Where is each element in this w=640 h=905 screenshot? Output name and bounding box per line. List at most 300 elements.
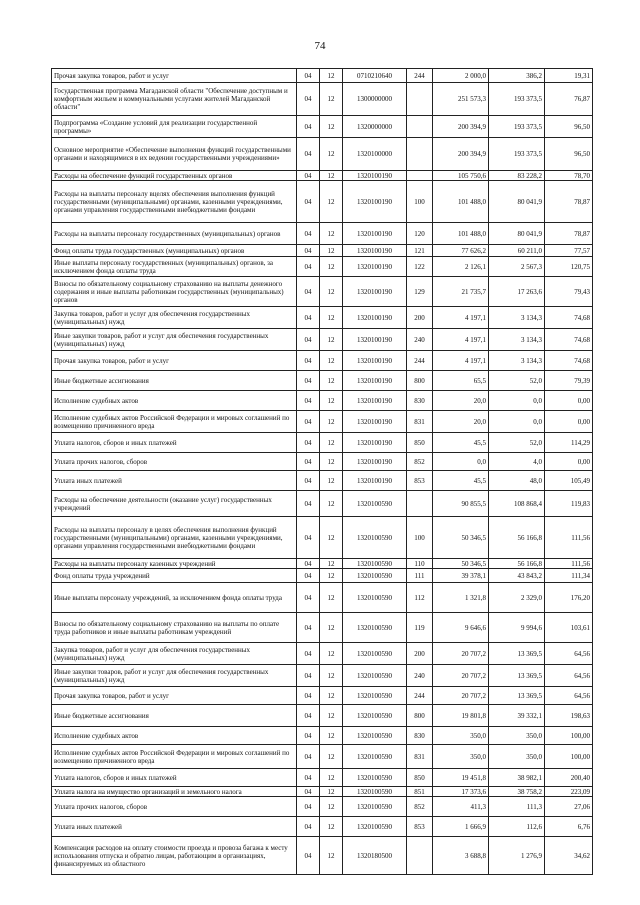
cell-executed: 4,0 — [489, 453, 545, 471]
cell-planned: 20 707,2 — [433, 665, 489, 687]
cell-percent: 119,83 — [545, 491, 593, 517]
cell-name: Уплата налогов, сборов и иных платежей — [52, 433, 297, 453]
cell-percent: 34,62 — [545, 837, 593, 875]
cell-planned: 20 707,2 — [433, 687, 489, 705]
cell-section: 04 — [297, 687, 320, 705]
table-row — [52, 257, 593, 277]
cell-target-code: 1320100590 — [343, 687, 407, 705]
cell-planned: 101 488,0 — [433, 181, 489, 223]
cell-percent: 111,34 — [545, 569, 593, 583]
cell-target-code: 1320100590 — [343, 517, 407, 559]
cell-expense-type: 800 — [407, 371, 433, 391]
cell-planned: 1 666,9 — [433, 817, 489, 837]
cell-subsection: 12 — [320, 307, 343, 329]
cell-name: Взносы по обязательному социальному страхованию на выплаты денежного содержания и иные выплаты работникам государственных (муниципальных) органов — [52, 277, 297, 307]
cell-target-code: 1320100590 — [343, 705, 407, 727]
table-row — [52, 453, 593, 471]
cell-name: Исполнение судебных актов — [52, 727, 297, 745]
cell-planned: 20,0 — [433, 411, 489, 433]
cell-section: 04 — [297, 69, 320, 83]
cell-subsection: 12 — [320, 257, 343, 277]
cell-section: 04 — [297, 787, 320, 797]
cell-target-code: 1320100190 — [343, 307, 407, 329]
cell-subsection: 12 — [320, 223, 343, 245]
cell-target-code: 1320100590 — [343, 583, 407, 613]
cell-percent: 74,68 — [545, 351, 593, 371]
cell-executed: 52,0 — [489, 371, 545, 391]
cell-subsection: 12 — [320, 171, 343, 181]
cell-expense-type: 110 — [407, 559, 433, 569]
cell-percent: 79,39 — [545, 371, 593, 391]
cell-percent: 74,68 — [545, 329, 593, 351]
cell-section: 04 — [297, 453, 320, 471]
table-row — [52, 687, 593, 705]
cell-planned: 39 378,1 — [433, 569, 489, 583]
table-row — [52, 433, 593, 453]
table-row — [52, 351, 593, 371]
table-row — [52, 411, 593, 433]
cell-section: 04 — [297, 371, 320, 391]
cell-executed: 1 276,9 — [489, 837, 545, 875]
cell-expense-type: 111 — [407, 569, 433, 583]
cell-planned: 77 626,2 — [433, 245, 489, 257]
cell-section: 04 — [297, 569, 320, 583]
cell-executed: 9 994,6 — [489, 613, 545, 643]
cell-name: Государственная программа Магаданской области "Обеспечение доступным и комфортным жильем и коммунальными услугами жителей Магаданской области" — [52, 83, 297, 116]
cell-expense-type: 831 — [407, 411, 433, 433]
cell-section: 04 — [297, 83, 320, 116]
cell-name: Иные бюджетные ассигнования — [52, 371, 297, 391]
cell-target-code: 1320100190 — [343, 171, 407, 181]
cell-section: 04 — [297, 665, 320, 687]
cell-expense-type: 129 — [407, 277, 433, 307]
cell-target-code: 1320100190 — [343, 453, 407, 471]
cell-expense-type: 244 — [407, 351, 433, 371]
cell-planned: 0,0 — [433, 453, 489, 471]
cell-executed: 13 369,5 — [489, 643, 545, 665]
cell-subsection: 12 — [320, 433, 343, 453]
cell-subsection: 12 — [320, 745, 343, 769]
cell-planned: 4 197,1 — [433, 307, 489, 329]
cell-expense-type — [407, 116, 433, 138]
cell-executed: 52,0 — [489, 433, 545, 453]
cell-expense-type — [407, 171, 433, 181]
cell-executed: 112,6 — [489, 817, 545, 837]
cell-expense-type: 122 — [407, 257, 433, 277]
cell-subsection: 12 — [320, 837, 343, 875]
cell-section: 04 — [297, 329, 320, 351]
cell-subsection: 12 — [320, 643, 343, 665]
cell-name: Фонд оплаты труда учреждений — [52, 569, 297, 583]
table-row — [52, 613, 593, 643]
cell-executed: 350,0 — [489, 727, 545, 745]
cell-section: 04 — [297, 171, 320, 181]
cell-executed: 108 868,4 — [489, 491, 545, 517]
cell-planned: 50 346,5 — [433, 517, 489, 559]
cell-planned: 9 646,6 — [433, 613, 489, 643]
table-row — [52, 745, 593, 769]
cell-percent: 78,87 — [545, 181, 593, 223]
cell-subsection: 12 — [320, 351, 343, 371]
cell-executed: 38 758,2 — [489, 787, 545, 797]
cell-target-code: 1320100190 — [343, 245, 407, 257]
cell-executed: 48,0 — [489, 471, 545, 491]
cell-section: 04 — [297, 277, 320, 307]
cell-section: 04 — [297, 138, 320, 171]
table-row — [52, 83, 593, 116]
cell-percent: 103,61 — [545, 613, 593, 643]
table-row — [52, 307, 593, 329]
cell-section: 04 — [297, 433, 320, 453]
table-row — [52, 245, 593, 257]
cell-subsection: 12 — [320, 471, 343, 491]
cell-name: Основное мероприятие «Обеспечение выполнения функций государственными органами и находящимися в их ведении государственными учреждениями» — [52, 138, 297, 171]
table-row — [52, 643, 593, 665]
cell-percent: 6,76 — [545, 817, 593, 837]
cell-target-code: 1320180500 — [343, 837, 407, 875]
cell-subsection: 12 — [320, 69, 343, 83]
cell-subsection: 12 — [320, 787, 343, 797]
cell-target-code: 1320100590 — [343, 569, 407, 583]
cell-subsection: 12 — [320, 453, 343, 471]
cell-subsection: 12 — [320, 411, 343, 433]
cell-subsection: 12 — [320, 727, 343, 745]
cell-percent: 19,31 — [545, 69, 593, 83]
cell-target-code: 1320100190 — [343, 433, 407, 453]
cell-planned: 50 346,5 — [433, 559, 489, 569]
cell-percent: 223,09 — [545, 787, 593, 797]
table-row — [52, 787, 593, 797]
cell-subsection: 12 — [320, 817, 343, 837]
cell-name: Компенсация расходов на оплату стоимости проезда и провоза багажа к месту использования отпуска и обратно лицам, работающим в организациях, финансируемых из областного — [52, 837, 297, 875]
cell-planned: 20 707,2 — [433, 643, 489, 665]
cell-target-code: 1320100190 — [343, 391, 407, 411]
budget-table-body — [52, 69, 593, 875]
cell-section: 04 — [297, 411, 320, 433]
cell-percent: 100,00 — [545, 745, 593, 769]
cell-subsection: 12 — [320, 687, 343, 705]
cell-executed: 0,0 — [489, 411, 545, 433]
cell-subsection: 12 — [320, 797, 343, 817]
cell-percent: 96,50 — [545, 138, 593, 171]
cell-name: Расходы на выплаты персоналу вцелях обеспечения выполнения функций государственными (муниципальными) органами, казенными учреждениями, органами управления государственными внебюджетными фондами — [52, 181, 297, 223]
cell-percent: 64,56 — [545, 665, 593, 687]
table-row — [52, 223, 593, 245]
cell-section: 04 — [297, 837, 320, 875]
cell-planned: 19 801,8 — [433, 705, 489, 727]
cell-planned: 200 394,9 — [433, 138, 489, 171]
cell-subsection: 12 — [320, 517, 343, 559]
cell-section: 04 — [297, 797, 320, 817]
cell-percent: 27,06 — [545, 797, 593, 817]
cell-executed: 56 166,8 — [489, 559, 545, 569]
cell-target-code: 1320100190 — [343, 277, 407, 307]
cell-executed: 193 373,5 — [489, 116, 545, 138]
cell-subsection: 12 — [320, 277, 343, 307]
cell-executed: 17 263,6 — [489, 277, 545, 307]
cell-planned: 2 000,0 — [433, 69, 489, 83]
cell-name: Уплата иных платежей — [52, 817, 297, 837]
cell-executed: 13 369,5 — [489, 687, 545, 705]
cell-section: 04 — [297, 643, 320, 665]
cell-subsection: 12 — [320, 769, 343, 787]
cell-expense-type — [407, 837, 433, 875]
table-row — [52, 69, 593, 83]
table-row — [52, 277, 593, 307]
cell-planned: 17 373,6 — [433, 787, 489, 797]
page-number: 74 — [314, 40, 326, 52]
cell-name: Расходы на выплаты персоналу казенных учреждений — [52, 559, 297, 569]
cell-name: Фонд оплаты труда государственных (муниципальных) органов — [52, 245, 297, 257]
cell-name: Прочая закупка товаров, работ и услуг — [52, 351, 297, 371]
cell-percent: 78,87 — [545, 223, 593, 245]
cell-planned: 101 488,0 — [433, 223, 489, 245]
cell-target-code: 1320100590 — [343, 491, 407, 517]
table-row — [52, 559, 593, 569]
cell-name: Расходы на обеспечение функций государственных органов — [52, 171, 297, 181]
cell-subsection: 12 — [320, 559, 343, 569]
cell-percent: 74,68 — [545, 307, 593, 329]
cell-target-code: 1320100590 — [343, 665, 407, 687]
cell-name: Уплата прочих налогов, сборов — [52, 453, 297, 471]
cell-section: 04 — [297, 705, 320, 727]
cell-expense-type: 240 — [407, 665, 433, 687]
budget-table — [51, 68, 593, 875]
cell-target-code: 1320100590 — [343, 727, 407, 745]
cell-section: 04 — [297, 257, 320, 277]
cell-target-code: 1320100190 — [343, 329, 407, 351]
table-row — [52, 181, 593, 223]
cell-name: Исполнение судебных актов — [52, 391, 297, 411]
cell-target-code: 1320100190 — [343, 411, 407, 433]
cell-target-code: 1320100590 — [343, 745, 407, 769]
cell-section: 04 — [297, 817, 320, 837]
cell-name: Иные выплаты персоналу государственных (муниципальных) органов, за исключением фонда оплаты труда — [52, 257, 297, 277]
cell-expense-type — [407, 83, 433, 116]
cell-percent: 96,50 — [545, 116, 593, 138]
cell-target-code: 1320100590 — [343, 559, 407, 569]
cell-percent: 78,70 — [545, 171, 593, 181]
cell-expense-type: 119 — [407, 613, 433, 643]
cell-section: 04 — [297, 307, 320, 329]
cell-percent: 198,63 — [545, 705, 593, 727]
cell-executed: 80 041,9 — [489, 181, 545, 223]
cell-planned: 200 394,9 — [433, 116, 489, 138]
cell-section: 04 — [297, 517, 320, 559]
cell-target-code: 1320100190 — [343, 181, 407, 223]
cell-percent: 77,57 — [545, 245, 593, 257]
table-row — [52, 371, 593, 391]
cell-planned: 45,5 — [433, 471, 489, 491]
cell-name: Иные закупки товаров, работ и услуг для обеспечения государственных (муниципальных) нужд — [52, 329, 297, 351]
cell-subsection: 12 — [320, 569, 343, 583]
table-row — [52, 138, 593, 171]
table-row — [52, 665, 593, 687]
cell-percent: 111,56 — [545, 517, 593, 559]
cell-executed: 80 041,9 — [489, 223, 545, 245]
cell-expense-type: 244 — [407, 687, 433, 705]
cell-expense-type: 100 — [407, 181, 433, 223]
cell-executed: 83 228,2 — [489, 171, 545, 181]
cell-planned: 4 197,1 — [433, 351, 489, 371]
cell-executed: 193 373,5 — [489, 138, 545, 171]
cell-expense-type: 852 — [407, 797, 433, 817]
cell-expense-type: 200 — [407, 307, 433, 329]
cell-planned: 350,0 — [433, 745, 489, 769]
cell-name: Иные выплаты персоналу учреждений, за исключением фонда оплаты труда — [52, 583, 297, 613]
table-row — [52, 769, 593, 787]
cell-executed: 2 567,3 — [489, 257, 545, 277]
table-row — [52, 517, 593, 559]
table-row — [52, 116, 593, 138]
cell-expense-type: 850 — [407, 769, 433, 787]
cell-percent: 0,00 — [545, 391, 593, 411]
cell-subsection: 12 — [320, 391, 343, 411]
cell-expense-type: 852 — [407, 453, 433, 471]
cell-subsection: 12 — [320, 138, 343, 171]
cell-section: 04 — [297, 769, 320, 787]
cell-target-code: 1320100590 — [343, 769, 407, 787]
cell-section: 04 — [297, 613, 320, 643]
cell-executed: 2 329,0 — [489, 583, 545, 613]
cell-expense-type: 831 — [407, 745, 433, 769]
cell-executed: 350,0 — [489, 745, 545, 769]
cell-section: 04 — [297, 351, 320, 371]
cell-section: 04 — [297, 181, 320, 223]
cell-subsection: 12 — [320, 181, 343, 223]
cell-section: 04 — [297, 727, 320, 745]
cell-executed: 43 843,2 — [489, 569, 545, 583]
table-row — [52, 471, 593, 491]
cell-target-code: 1320100590 — [343, 613, 407, 643]
cell-expense-type: 200 — [407, 643, 433, 665]
cell-expense-type: 851 — [407, 787, 433, 797]
cell-section: 04 — [297, 745, 320, 769]
table-row — [52, 569, 593, 583]
cell-subsection: 12 — [320, 83, 343, 116]
cell-name: Уплата иных платежей — [52, 471, 297, 491]
table-row — [52, 391, 593, 411]
cell-target-code: 1300000000 — [343, 83, 407, 116]
cell-section: 04 — [297, 583, 320, 613]
cell-subsection: 12 — [320, 583, 343, 613]
cell-percent: 64,56 — [545, 643, 593, 665]
cell-planned: 65,5 — [433, 371, 489, 391]
cell-name: Уплата налогов, сборов и иных платежей — [52, 769, 297, 787]
cell-expense-type — [407, 138, 433, 171]
cell-percent: 111,56 — [545, 559, 593, 569]
cell-executed: 56 166,8 — [489, 517, 545, 559]
cell-target-code: 0710210640 — [343, 69, 407, 83]
cell-planned: 350,0 — [433, 727, 489, 745]
cell-executed: 60 211,0 — [489, 245, 545, 257]
cell-section: 04 — [297, 116, 320, 138]
table-row — [52, 705, 593, 727]
table-row — [52, 837, 593, 875]
cell-name: Расходы на выплаты персоналу в целях обеспечения выполнения функций государственными (муниципальными) органами, казенными учреждениями, органами управления государственными внебюджетными фондами — [52, 517, 297, 559]
cell-name: Закупка товаров, работ и услуг для обеспечения государственных (муниципальных) нужд — [52, 307, 297, 329]
cell-percent: 100,00 — [545, 727, 593, 745]
cell-planned: 2 126,1 — [433, 257, 489, 277]
cell-executed: 111,3 — [489, 797, 545, 817]
cell-planned: 3 688,8 — [433, 837, 489, 875]
cell-percent: 176,20 — [545, 583, 593, 613]
cell-name: Исполнение судебных актов Российской Федерации и мировых соглашений по возмещению причиненного вреда — [52, 411, 297, 433]
cell-target-code: 1320100590 — [343, 797, 407, 817]
cell-percent: 64,56 — [545, 687, 593, 705]
cell-expense-type: 100 — [407, 517, 433, 559]
cell-executed: 3 134,3 — [489, 329, 545, 351]
cell-expense-type: 240 — [407, 329, 433, 351]
cell-executed: 0,0 — [489, 391, 545, 411]
cell-planned: 21 735,7 — [433, 277, 489, 307]
cell-percent: 0,00 — [545, 453, 593, 471]
table-row — [52, 491, 593, 517]
cell-expense-type: 850 — [407, 433, 433, 453]
cell-planned: 20,0 — [433, 391, 489, 411]
cell-target-code: 1320100190 — [343, 471, 407, 491]
cell-percent: 79,43 — [545, 277, 593, 307]
cell-section: 04 — [297, 245, 320, 257]
table-row — [52, 727, 593, 745]
cell-section: 04 — [297, 471, 320, 491]
cell-percent: 0,00 — [545, 411, 593, 433]
cell-name: Расходы на выплаты персоналу государственных (муниципальных) органов — [52, 223, 297, 245]
cell-target-code: 1320000000 — [343, 116, 407, 138]
cell-planned: 90 855,5 — [433, 491, 489, 517]
cell-section: 04 — [297, 491, 320, 517]
cell-target-code: 1320100190 — [343, 223, 407, 245]
cell-expense-type: 853 — [407, 471, 433, 491]
cell-subsection: 12 — [320, 613, 343, 643]
cell-target-code: 1320100590 — [343, 817, 407, 837]
cell-section: 04 — [297, 391, 320, 411]
cell-executed: 39 332,1 — [489, 705, 545, 727]
cell-target-code: 1320100190 — [343, 257, 407, 277]
cell-expense-type: 830 — [407, 727, 433, 745]
cell-name: Прочая закупка товаров, работ и услуг — [52, 69, 297, 83]
cell-planned: 105 750,6 — [433, 171, 489, 181]
cell-expense-type: 112 — [407, 583, 433, 613]
cell-planned: 19 451,8 — [433, 769, 489, 787]
cell-target-code: 1320100590 — [343, 787, 407, 797]
cell-name: Расходы на обеспечение деятельности (оказание услуг) государственных учреждений — [52, 491, 297, 517]
cell-expense-type — [407, 491, 433, 517]
cell-planned: 45,5 — [433, 433, 489, 453]
cell-section: 04 — [297, 223, 320, 245]
cell-name: Взносы по обязательному социальному страхованию на выплаты по оплате труда работников и иные выплаты работникам учреждений — [52, 613, 297, 643]
cell-planned: 411,3 — [433, 797, 489, 817]
cell-name: Исполнение судебных актов Российской Федерации и мировых соглашений по возмещению причиненного вреда — [52, 745, 297, 769]
cell-expense-type: 800 — [407, 705, 433, 727]
cell-percent: 105,49 — [545, 471, 593, 491]
cell-subsection: 12 — [320, 116, 343, 138]
table-row — [52, 817, 593, 837]
cell-target-code: 1320100190 — [343, 371, 407, 391]
cell-planned: 1 321,8 — [433, 583, 489, 613]
cell-subsection: 12 — [320, 329, 343, 351]
cell-subsection: 12 — [320, 665, 343, 687]
cell-executed: 13 369,5 — [489, 665, 545, 687]
cell-percent: 200,40 — [545, 769, 593, 787]
cell-planned: 251 573,3 — [433, 83, 489, 116]
cell-expense-type: 830 — [407, 391, 433, 411]
cell-target-code: 1320100590 — [343, 643, 407, 665]
cell-subsection: 12 — [320, 371, 343, 391]
cell-percent: 114,29 — [545, 433, 593, 453]
cell-subsection: 12 — [320, 491, 343, 517]
cell-section: 04 — [297, 559, 320, 569]
